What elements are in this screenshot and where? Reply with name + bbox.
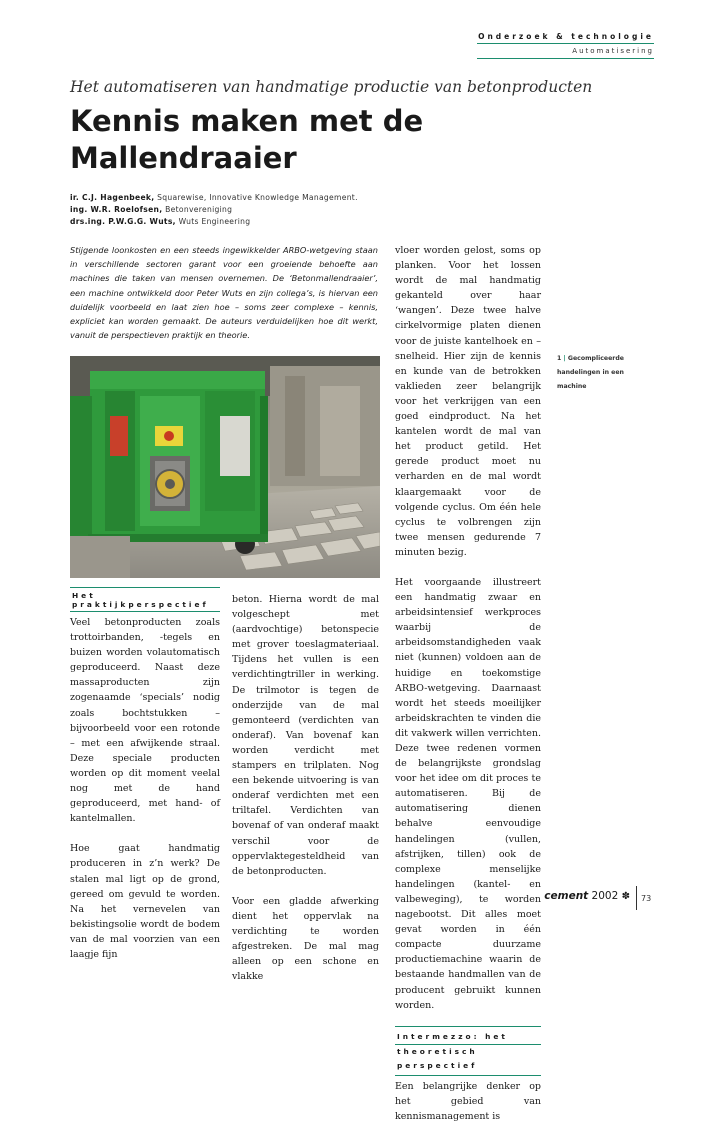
- paragraph: Een belangrijke denker op het gebied van kennismanagement is: [395, 1080, 541, 1122]
- page-number: 73: [641, 894, 652, 903]
- author-3: drs.ing. P.W.G.G. Wuts, Wuts Engineering: [70, 217, 251, 226]
- title-line-2: Mallendraaier: [70, 141, 297, 175]
- paragraph: Het voorgaande illustreert een handmatig zwaar en arbeidsintensief werkproces waarbij de arbeidsomstandigheden vaak niet (kunnen) voldoen aan de huidige en toekomstige ARBO-wetgeving. Daarnaast wordt het steeds moeilijker arbeidskrachten te vinden die dit vakwerk willen verrichten. Deze twee redenen vormen de belangrijkste grondslag voor het idee om dit proces te automatiseren. Bij de automatisering dienen behalve eenvoudige handelingen (vullen, afstrijken, tillen) ook de complexe menselijke handelingen (kantel- en valbeweging), te worden nagebootst. Dit alles moet gevat worden in één compacte duurzame productiemachine waarin de bestaande handmallen van de producent gebruikt kunnen worden.: [395, 576, 541, 1011]
- article-subtitle: Het automatiseren van handmatige productie van betonproducten: [70, 78, 593, 96]
- section-heading-practice: Het praktijkperspectief: [70, 587, 220, 612]
- paragraph: beton. Hierna wordt de mal volgeschept met (aardvochtige) betonspecie met grover toeslagmateriaal. Tijdens het vullen is een verdichtingtriller in werking. De trilmotor is tegen de onderzijde van de mal gemonteerd (verdichten van onderaf). Van bovenaf kan worden verdicht met stampers en trilplaten. Nog een bekende uitvoering is van onderaf verdichten met een triltafel. Verdichten van bovenaf of van onderaf maakt verschil voor de oppervlaktegesteldheid van de betonproducten.: [232, 594, 379, 877]
- column-1: [70, 587, 220, 962]
- caption-divider-icon: |: [563, 355, 566, 362]
- header-rule: [477, 43, 654, 44]
- paragraph: Voor een gladde afwerking dient het oppervlak na verdichting te worden afgestreken. De mal mag alleen op een schone en vlakke: [232, 895, 379, 983]
- paragraph: vloer worden gelost, soms op planken. Voor het lossen wordt de mal handmatig gekanteld over haar ‘wangen’. Deze twee halve cirkelvormige platen dienen voor de juiste kantelhoek en –snelheid. Hier zijn de kennis en kunde van de betrokken vaklieden zeer belangrijk voor het verkrijgen van een goed eindproduct. Na het kantelen wordt de mal van het product getild. Het gerede product moet nu verharden en de mal wordt klaargemaakt voor de volgende cyclus. Om één hele cyclus te volbrengen zijn twee mensen gedurende 7 minuten bezig.: [395, 245, 541, 558]
- figure-caption: [557, 352, 637, 394]
- footer-divider: [636, 886, 637, 910]
- section-title: Onderzoek & technologie: [478, 32, 654, 41]
- author-2: ing. W.R. Roelofsen, Betonvereniging: [70, 205, 233, 214]
- header-rule-bottom: [477, 58, 654, 59]
- article-title: [70, 103, 530, 177]
- section-heading-theory: [395, 1026, 541, 1076]
- author-1: ir. C.J. Hagenbeek, Squarewise, Innovative Knowledge Management.: [70, 193, 358, 202]
- subsection-title: Automatisering: [572, 47, 654, 55]
- heading-line: Intermezzo: het: [397, 1031, 508, 1041]
- mallendraaier-machine-image: [70, 356, 380, 578]
- column-3: [395, 243, 541, 1124]
- magazine-name: cement: [544, 890, 589, 902]
- paragraph: Hoe gaat handmatig produceren in z’n werk? De stalen mal ligt op de grond, gereed om gevuld te worden. Na het vernevelen van bekistingsolie wordt de bodem van de mal voorzien van een laagje fijn: [70, 843, 220, 960]
- title-line-1: Kennis maken met de: [70, 104, 424, 138]
- paragraph: Veel betonproducten zoals trottoirbanden, -tegels en buizen worden volautomatisch geproduceerd. Naast deze massaproducten zijn zogenaamde ‘specials’ nodig zoals bochtstukken – bijvoorbeeld voor een rotonde – met een afwijkende straal. Deze speciale producten worden op dit moment veelal nog met de hand geproduceerd, met hand- of kantelmallen.: [70, 617, 220, 825]
- article-intro: Stijgende loonkosten en een steeds ingewikkelder ARBO-wetgeving staan in verschillende sectoren garant voor een groeiende behoefte aan machines die taken van mensen overnemen. De ‘Betonmallendraaier’, een machine ontwikkeld door Peter Wuts en zijn collega’s, is hiervan een duidelijk voorbeeld en laat zien hoe – soms zeer complexe – kennis, expliciet kan worden gemaakt. De auteurs verduidelijken hoe dit werkt, vanuit de perspectieven praktijk en theorie.: [70, 245, 378, 341]
- gear-icon: ✽: [621, 891, 630, 902]
- footer-brand: [520, 890, 630, 902]
- caption-text: Gecompliceerde handelingen in een machine: [557, 355, 624, 390]
- column-2: [232, 592, 379, 984]
- caption-number: 1: [557, 355, 562, 362]
- heading-line: theoretisch perspectief: [395, 1044, 541, 1073]
- magazine-year: 2002: [591, 890, 619, 902]
- author-list: [70, 192, 390, 228]
- machine-photo: [70, 356, 380, 578]
